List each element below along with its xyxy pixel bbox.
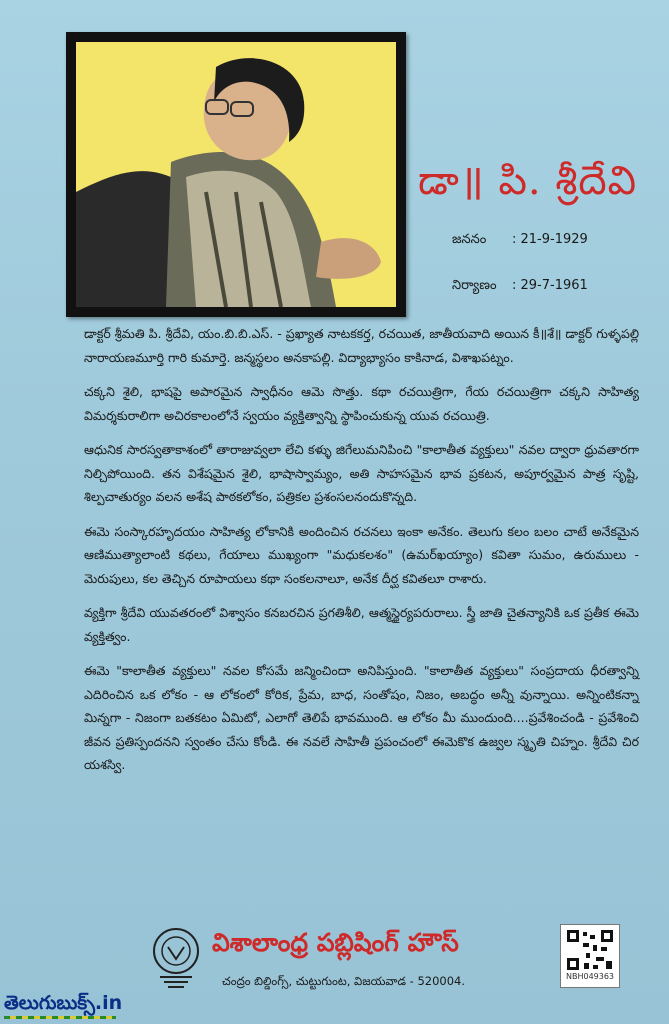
birth-row [452,232,588,250]
site-watermark: తెలుగుబుక్స్.in [4,992,123,1014]
biography-paragraph: ఆధునిక సారస్వతాకాశంలో తారాజువ్వలా లేచి కళ్ళు జిగేలుమనిపించి "కాలాతీత వ్యక్తులు" నవల ద్వారా ధ్రువతారగా నిల్చిపోయింది. తన విశేషమైన శైలి, భాషాస్వామ్యం, అతి సాహసమైన భావ ప్రకటన, అపూర్వమైన పాత్ర సృష్టి, శిల్పచాతుర్యం వలన అశేష పాఠకలోకం, పత్రికల ప్రశంసలనందుకొన్నది. [84,442,639,504]
biography-paragraph: చక్కని శైలి, భాషపై అపారమైన స్వాధీనం ఆమె సొత్తు. కథా రచయిత్రిగా, గేయ రచయిత్రిగా చక్కని సాహిత్య విమర్శకురాలిగా అచిరకాలంలోనే స్వయం వ్యక్తిత్వాన్ని స్థాపించుకున్న యువ రచయిత్రి. [84,384,639,423]
author-dates [452,232,588,324]
author-name-title: డా॥ పి. శ్రీదేవి [418,158,638,204]
biography-paragraph: డాక్టర్ శ్రీమతి పి. శ్రీదేవి, యం.బి.బి.ఎస్. - ప్రఖ్యాత నాటకకర్త, రచయిత, జాతీయవాది అయిన కీ॥శే॥ డాక్టర్ గుళ్ళపల్లి నారాయణమూర్తి గారి కుమార్తె. జన్మస్థలం అనకాపల్లి. విద్యాభ్యాసం కాకినాడ, విశాఖపట్నం. [84,326,639,365]
publisher-logo-icon [150,925,202,989]
qr-code-icon [566,929,614,971]
author-photo-frame [66,32,406,317]
biography-paragraph: ఈమె "కాలాతీత వ్యక్తులు" నవల కోసమే జన్మించిందా అనిపిస్తుంది. "కాలాతీత వ్యక్తులు" సంప్రదాయ ధీరత్వాన్ని ఎదిరించిన ఒక లోకం - ఆ లోకంలో కోరిక, ప్రేమ, బాధ, సంతోషం, నిజం, అబద్ధం అన్నీ వున్నాయి. అన్నింటికన్నా మిన్నగా - నిజంగా బతకటం ఏమిటో, ఎలాగో తెలిపే భావముంది. ఆ లోకం మీ ముందుంది....ప్రవేశించండి - ప్రవేశించి జీవన ప్రతిస్పందనని స్వంతం చేసు కోండి. ఈ నవలే సాహితీ ప్రపంచంలో ఈమెకొక ఉజ్వల స్మృతి చిహ్నం. శ్రీదేవి చిర యశస్వి. [84,663,639,772]
biography-paragraph: ఈమె సంస్కారహృదయం సాహిత్య లోకానికి అందించిన రచనలు ఇంకా అనేకం. తెలుగు కలం బలం చాటే అనేకమైన ఆణిముత్యాలాంటి కథలు, గేయాలు ముఖ్యంగా "మధుకలశం" (ఉమర్‌ఖయ్యాం) కవితా సుమం, ఉరుములు - మెరుపులు, కల తెచ్చిన రూపాయలు కథా సంకలనాలూ, అనేక దీర్ఘ కవితలూ రాశారు. [84,523,639,586]
book-code: NBH049363 [565,972,615,981]
biography-paragraph: వ్యక్తిగా శ్రీదేవి యువతరంలో విశ్వాసం కనబరచిన ప్రగతిశీలి, ఆత్మస్థైర్యపరురాలు. స్త్రీ జాతి చైతన్యానికి ఒక ప్రతీక ఈమె వ్యక్తిత్వం. [84,605,639,644]
publisher-address: చంద్రం బిల్డింగ్స్, చుట్టుగుంట, విజయవాడ - 520004. [222,974,466,988]
watermark-underline [4,1016,116,1019]
qr-sticker [560,924,620,988]
author-biography [84,322,639,788]
birth-value: : 21-9-1929 [512,232,588,247]
death-value: : 29-7-1961 [512,278,588,293]
death-row [452,278,588,296]
birth-label: జననం [452,232,487,247]
death-label: నిర్యాణం [452,278,497,293]
author-portrait-illustration [76,42,396,307]
publisher-name: విశాలాంధ్ర పబ్లిషింగ్ హౌస్ [212,928,459,957]
author-photo [76,42,396,307]
